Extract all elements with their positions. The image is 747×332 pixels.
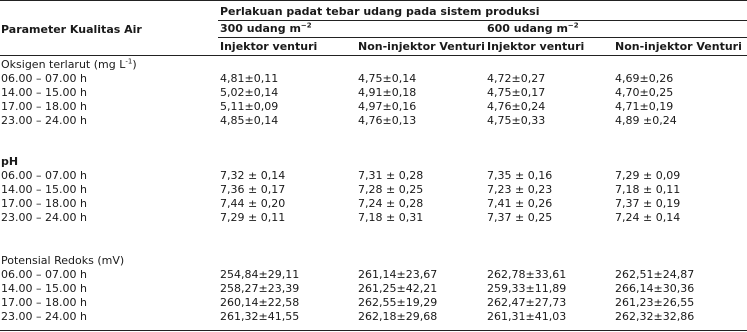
density-600-header: 600 udang $m^{-2}$: [487, 21, 579, 35]
cell-value: 7,37 ± 0,19: [615, 197, 681, 210]
cell-value: 5,02±0,14: [220, 86, 279, 99]
row-time: 14.00 – 15.00 h: [1, 183, 87, 196]
cell-value: 7,18 ± 0,11: [615, 183, 681, 196]
cell-value: 5,11±0,09: [220, 100, 279, 113]
cell-value: 260,14±22,58: [220, 296, 300, 309]
cell-value: 261,23±26,55: [615, 296, 695, 309]
table-bottom-rule: [0, 330, 747, 331]
cell-value: 7,23 ± 0,23: [487, 183, 553, 196]
cell-value: 4,76±0,24: [487, 100, 546, 113]
cell-value: 7,35 ± 0,16: [487, 169, 553, 182]
cell-value: 261,31±41,03: [487, 310, 567, 323]
cell-value: 7,29 ± 0,11: [220, 211, 286, 224]
row-time: 06.00 – 07.00 h: [1, 169, 87, 182]
cell-value: 261,32±41,55: [220, 310, 300, 323]
row-time: 23.00 – 24.00 h: [1, 114, 87, 127]
cell-value: 7,24 ± 0,14: [615, 211, 681, 224]
cell-value: 266,14±30,36: [615, 282, 695, 295]
cell-value: 261,14±23,67: [358, 268, 438, 281]
cell-value: 4,70±0,25: [615, 86, 674, 99]
density-header-rule: [218, 37, 747, 38]
treatment-group-header: Perlakuan padat tebar udang pada sistem produksi: [220, 5, 540, 18]
cell-value: 7,32 ± 0,14: [220, 169, 286, 182]
cell-value: 4,76±0,13: [358, 114, 417, 127]
cell-value: 7,44 ± 0,20: [220, 197, 286, 210]
cell-value: 254,84±29,11: [220, 268, 300, 281]
cell-value: 4,81±0,11: [220, 72, 279, 85]
cell-value: 262,47±27,73: [487, 296, 567, 309]
cell-value: 261,25±42,21: [358, 282, 438, 295]
cell-value: 4,75±0,33: [487, 114, 546, 127]
cell-value: 4,75±0,17: [487, 86, 546, 99]
cell-value: 262,18±29,68: [358, 310, 438, 323]
cell-value: 262,55±19,29: [358, 296, 438, 309]
cell-value: 7,29 ± 0,09: [615, 169, 681, 182]
cell-value: 4,85±0,14: [220, 114, 279, 127]
row-time: 23.00 – 24.00 h: [1, 211, 87, 224]
header-bottom-rule: [0, 55, 747, 56]
cell-value: 4,71±0,19: [615, 100, 674, 113]
cell-value: 7,37 ± 0,25: [487, 211, 553, 224]
row-time: 17.00 – 18.00 h: [1, 296, 87, 309]
col-600-non-injektor-header: Non-injektor Venturi: [615, 40, 742, 53]
group-header-rule: [218, 20, 747, 21]
row-time: 17.00 – 18.00 h: [1, 197, 87, 210]
cell-value: 262,78±33,61: [487, 268, 567, 281]
section-title-oksigen: Oksigen terlarut (mg $L^{-1}$): [1, 57, 137, 71]
cell-value: 7,18 ± 0,31: [358, 211, 424, 224]
section-title-redoks: Potensial Redoks (mV): [1, 254, 125, 267]
cell-value: 4,89 ±0,24: [615, 114, 677, 127]
row-time: 17.00 – 18.00 h: [1, 100, 87, 113]
cell-value: 7,31 ± 0,28: [358, 169, 424, 182]
row-time: 23.00 – 24.00 h: [1, 310, 87, 323]
table-top-rule: [0, 0, 747, 1]
cell-value: 258,27±23,39: [220, 282, 300, 295]
cell-value: 4,72±0,27: [487, 72, 546, 85]
cell-value: 4,69±0,26: [615, 72, 674, 85]
row-time: 14.00 – 15.00 h: [1, 86, 87, 99]
col-600-injektor-header: Injektor venturi: [487, 40, 585, 53]
cell-value: 7,36 ± 0,17: [220, 183, 286, 196]
cell-value: 4,75±0,14: [358, 72, 417, 85]
cell-value: 7,41 ± 0,26: [487, 197, 553, 210]
cell-value: 4,97±0,16: [358, 100, 417, 113]
cell-value: 7,24 ± 0,28: [358, 197, 424, 210]
cell-value: 259,33±11,89: [487, 282, 567, 295]
cell-value: 262,32±32,86: [615, 310, 695, 323]
col-300-injektor-header: Injektor venturi: [220, 40, 318, 53]
row-time: 06.00 – 07.00 h: [1, 268, 87, 281]
cell-value: 262,51±24,87: [615, 268, 695, 281]
section-title-ph: pH: [1, 155, 19, 168]
cell-value: 4,91±0,18: [358, 86, 417, 99]
cell-value: 7,28 ± 0,25: [358, 183, 424, 196]
row-time: 06.00 – 07.00 h: [1, 72, 87, 85]
density-300-header: 300 udang $m^{-2}$: [220, 21, 312, 35]
row-time: 14.00 – 15.00 h: [1, 282, 87, 295]
parameter-column-header: Parameter Kualitas Air: [1, 23, 142, 36]
col-300-non-injektor-header: Non-injektor Venturi: [358, 40, 485, 53]
